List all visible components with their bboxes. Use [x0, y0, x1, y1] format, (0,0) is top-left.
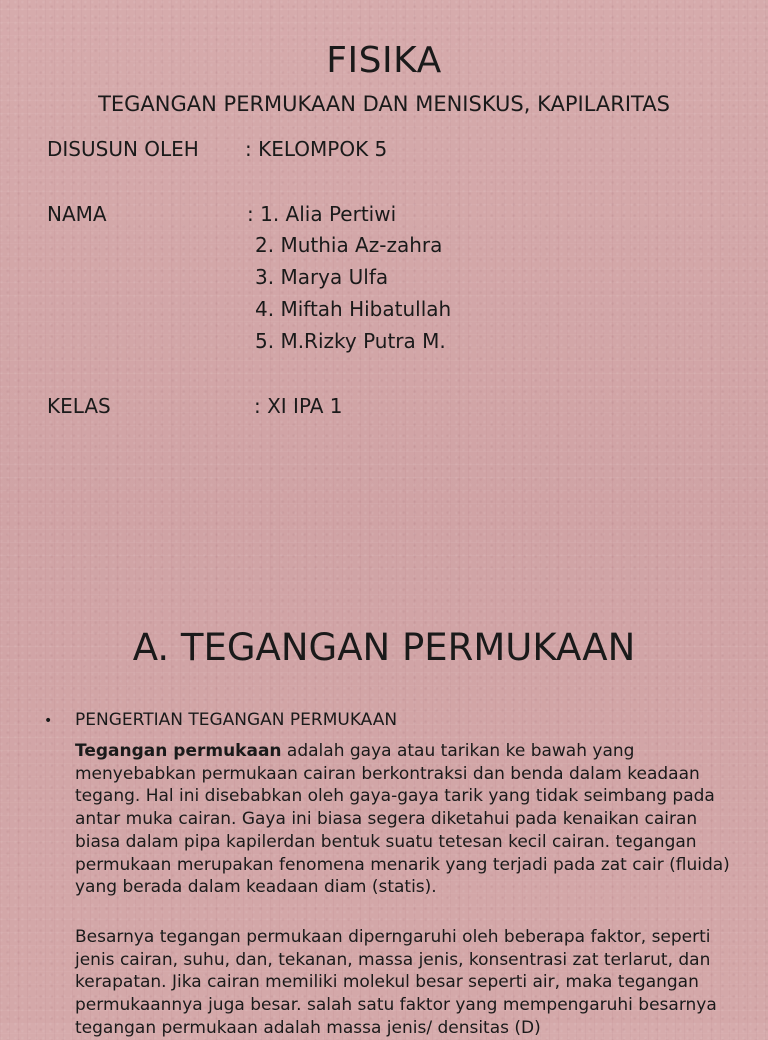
nama-value: : 1. Alia Pertiwi — [247, 202, 397, 226]
term-bold: Tegangan permukaan — [75, 741, 282, 761]
paragraph-definition — [75, 740, 735, 899]
member-item: 4. Miftah Hibatullah — [255, 297, 452, 321]
disusun-value: : KELOMPOK 5 — [245, 137, 388, 161]
nama-label: NAMA — [47, 202, 107, 226]
slide-title: FISIKA — [326, 40, 442, 81]
definition-text: adalah gaya atau tarikan ke bawah yang menyebabkan permukaan cairan berkontraksi dan benda dalam keadaan tegang. Hal ini disebabkan oleh gaya-gaya tarik yang tidak seimbang pada antar muka cairan. Gaya ini biasa segera diketahui pada kenaikan cairan biasa dalam pipa kapilerdan bentuk suatu tetesan kecil cairan. tegangan permukaan merupakan fenomena menarik yang terjadi pada zat cair (fluida) yang berada dalam keadaan diam (statis). — [75, 741, 730, 898]
bullet-dot-icon: • — [44, 713, 53, 729]
slide-subtitle: TEGANGAN PERMUKAAN DAN MENISKUS, KAPILARITAS — [98, 92, 670, 116]
member-item: 3. Marya Ulfa — [255, 265, 389, 289]
member-item: 2. Muthia Az-zahra — [255, 233, 443, 257]
title-slide — [0, 0, 768, 512]
disusun-label: DISUSUN OLEH — [47, 137, 199, 161]
kelas-value: : XI IPA 1 — [254, 394, 343, 418]
section-heading: A. TEGANGAN PERMUKAAN — [132, 626, 636, 669]
member-item: 5. M.Rizky Putra M. — [255, 329, 446, 353]
content-slide — [0, 512, 768, 1038]
kelas-label: KELAS — [47, 394, 111, 418]
paragraph-factors: Besarnya tegangan permukaan diperngaruhi oleh beberapa faktor, seperti jenis cairan, suhu, dan, tekanan, massa jenis, konsentrasi zat terlarut, dan kerapatan. Jika cairan memiliki molekul besar seperti air, maka tegangan permukaannya juga besar. salah satu faktor yang mempengaruhi besarnya tegangan permukaan adalah massa jenis/ densitas (D) — [75, 927, 717, 1038]
bullet-label: PENGERTIAN TEGANGAN PERMUKAAN — [75, 710, 398, 730]
